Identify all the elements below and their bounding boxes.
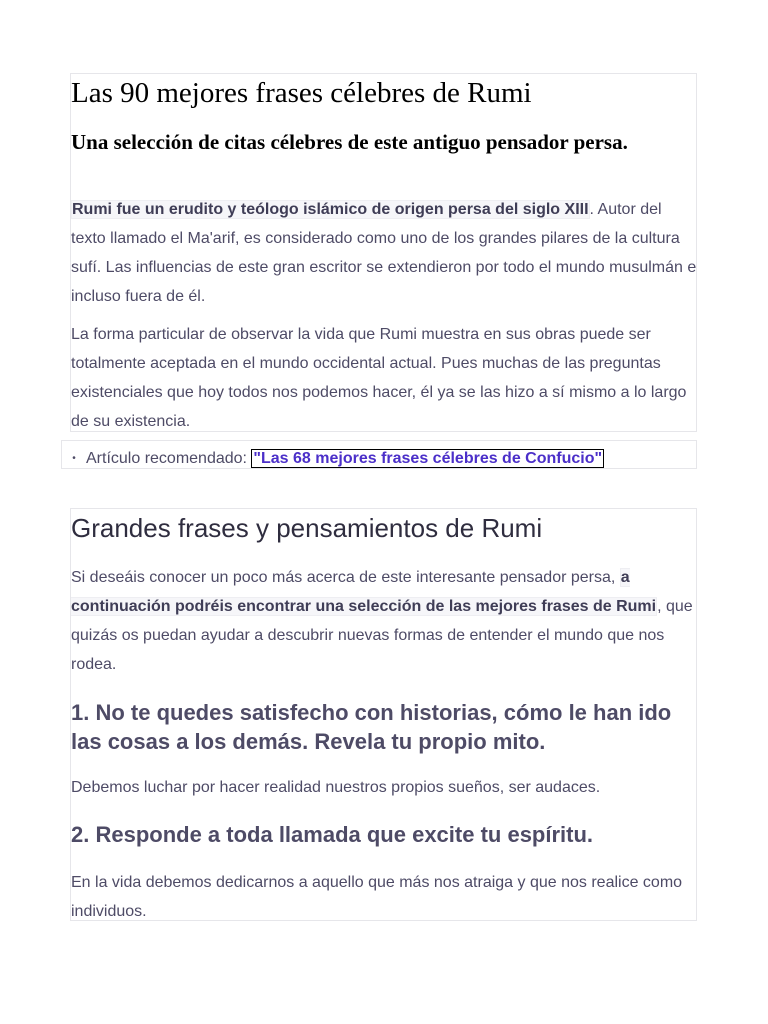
intro-paragraph-2: La forma particular de observar la vida que Rumi muestra en sus obras puede ser totalmente aceptada en el mundo occidental actual. Pues muchas de las preguntas existenciales que hoy todos nos podemos hacer, él ya se las hizo a sí mismo a lo largo de su existencia. [71,326,687,430]
intro-paragraph-1-text: . Autor del texto llamado el Ma'arif, es considerado como uno de los grandes pilares de la cultura sufí. Las influencias de este gran escritor se extendieron por todo el mundo musulmán e incluso fuera de él. [71,201,697,305]
bullet-icon: • [72,453,76,464]
quote-text-2: En la vida debemos dedicarnos a aquello que más nos atraiga y que nos realice como individuos. [71,874,683,920]
quote-heading-2: 2. Responde a toda llamada que excite tu espíritu. [71,822,594,847]
intro-paragraph-1 [71,195,697,311]
section-intro-end: , que quizás os puedan ayudar a descubrir nuevas formas de entender el mundo que nos rodea. [71,598,693,673]
recommended-label: Artículo recomendado: [86,450,252,467]
quote-text-1: Debemos luchar por hacer realidad nuestros propios sueños, ser audaces. [71,779,601,796]
section-heading: Grandes frases y pensamientos de Rumi [71,513,543,543]
section-intro-paragraph [71,563,697,679]
recommended-item [62,446,604,472]
quote-heading-1: 1. No te quedes satisfecho con historias, cómo le han ido las cosas a los demás. Revela tu propio mito. [71,700,672,754]
recommended-article-link[interactable]: "Las 68 mejores frases célebres de Confucio" [253,450,603,467]
section-intro-start: Si deseáis conocer un poco más acerca de este interesante pensador persa, [71,569,620,586]
page-subtitle: Una selección de citas célebres de este antiguo pensador persa. [71,130,628,154]
intro-highlight: Rumi fue un erudito y teólogo islámico de origen persa del siglo XIII [72,201,589,218]
section-intro-highlight: a continuación podréis encontrar una selección de las mejores frases de Rumi [71,569,657,615]
page-title: Las 90 mejores frases célebres de Rumi [71,77,532,109]
